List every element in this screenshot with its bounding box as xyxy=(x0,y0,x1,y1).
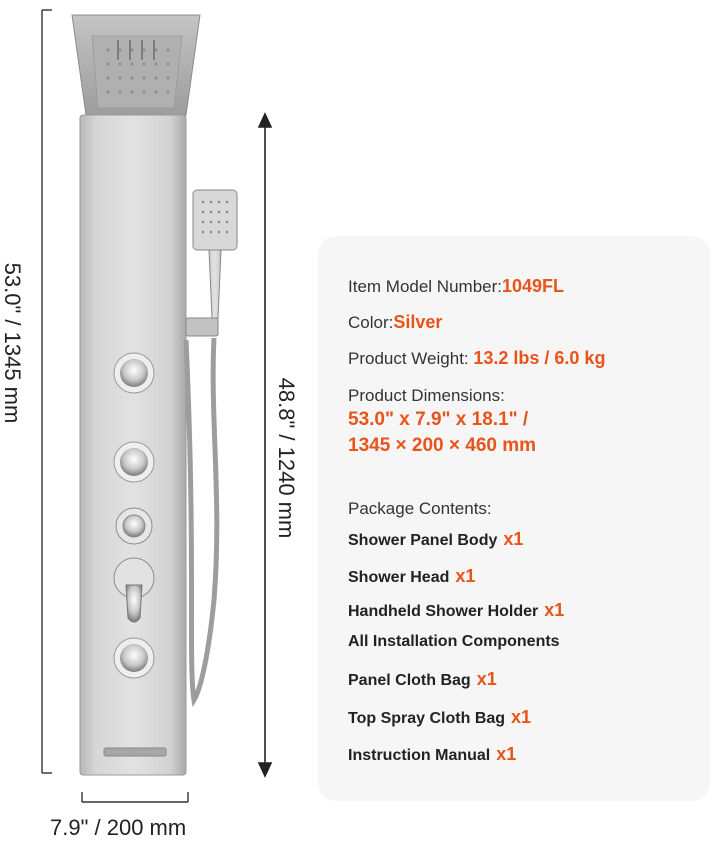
dimensions-value-metric: 1345 × 200 × 460 mm xyxy=(348,435,537,456)
model-number-value: 1049FL xyxy=(502,276,565,296)
panel-height-label: 48.8" / 1240 mm xyxy=(274,377,299,539)
diverter-knob xyxy=(116,508,152,544)
width-label: 7.9" / 200 mm xyxy=(50,815,187,840)
package-item-qty: x1 xyxy=(511,707,532,727)
package-item xyxy=(348,744,516,765)
height-dimension-line xyxy=(42,10,52,773)
color-row xyxy=(348,312,442,333)
rain-shower-top xyxy=(72,15,200,115)
package-item xyxy=(348,600,564,621)
specs-card xyxy=(318,236,710,801)
waterfall-spout xyxy=(104,748,166,756)
weight-label: Product Weight: xyxy=(348,349,474,368)
package-item xyxy=(348,633,560,651)
package-item-name: Top Spray Cloth Bag xyxy=(348,710,506,727)
package-item-name: Shower Head xyxy=(348,569,450,586)
package-item-qty: x1 xyxy=(476,669,497,689)
package-item-qty: x1 xyxy=(496,744,517,764)
weight-row xyxy=(348,348,605,369)
handheld-shower xyxy=(186,190,237,336)
package-item-qty: x1 xyxy=(503,529,524,549)
dimensions-label: Product Dimensions: xyxy=(348,386,505,405)
package-item xyxy=(348,707,531,728)
color-label: Color: xyxy=(348,313,394,332)
package-item-qty: x1 xyxy=(455,566,476,586)
package-item xyxy=(348,529,523,550)
package-item-name: Panel Cloth Bag xyxy=(348,672,471,689)
color-value: Silver xyxy=(393,312,443,332)
height-total-label: 53.0" / 1345 mm xyxy=(0,262,25,424)
package-item-name: Handheld Shower Holder xyxy=(348,603,539,620)
shower-hose xyxy=(186,338,217,700)
shower-holder xyxy=(186,318,218,336)
package-item-name: Instruction Manual xyxy=(348,747,491,764)
model-number-label: Item Model Number: xyxy=(348,277,502,296)
package-item xyxy=(348,669,497,690)
panel-height-arrow xyxy=(259,114,271,776)
weight-value: 13.2 lbs / 6.0 kg xyxy=(473,348,606,368)
package-item-name: All Installation Components xyxy=(348,633,560,650)
dimensions-value-imperial: 53.0" x 7.9" x 18.1" / xyxy=(348,409,529,430)
body-jet-lower xyxy=(114,638,154,678)
package-item xyxy=(348,566,475,587)
package-item-qty: x1 xyxy=(544,600,565,620)
model-number-row xyxy=(348,276,564,297)
body-jet-middle xyxy=(114,442,154,482)
package-item-name: Shower Panel Body xyxy=(348,532,498,549)
package-contents-label: Package Contents: xyxy=(348,499,492,518)
width-dimension-line xyxy=(82,792,188,802)
body-jet-upper xyxy=(114,353,154,393)
